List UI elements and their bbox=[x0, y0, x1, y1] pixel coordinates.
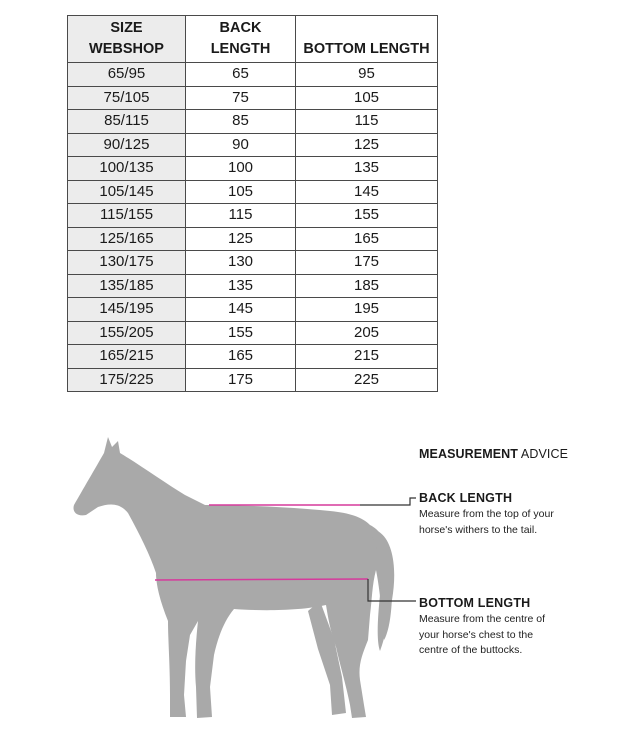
cell-back-length: 90 bbox=[186, 133, 296, 157]
cell-bottom-length: 165 bbox=[296, 227, 438, 251]
bottom-length-line bbox=[155, 579, 368, 580]
cell-back-length: 100 bbox=[186, 157, 296, 181]
cell-size-webshop: 65/95 bbox=[68, 63, 186, 87]
cell-bottom-length: 205 bbox=[296, 321, 438, 345]
cell-size-webshop: 155/205 bbox=[68, 321, 186, 345]
size-table-header bbox=[68, 16, 438, 63]
horse-silhouette-icon bbox=[74, 437, 395, 718]
cell-size-webshop: 85/115 bbox=[68, 110, 186, 134]
cell-bottom-length: 195 bbox=[296, 298, 438, 322]
table-row bbox=[68, 63, 438, 87]
cell-size-webshop: 90/125 bbox=[68, 133, 186, 157]
cell-bottom-length: 175 bbox=[296, 251, 438, 275]
table-row bbox=[68, 251, 438, 275]
bottom-length-title: BOTTOM LENGTH bbox=[419, 596, 531, 610]
header-back-length: BACK LENGTH bbox=[186, 16, 296, 63]
bottom-length-description: Measure from the centre of your horse's chest to the centre of the buttocks. bbox=[419, 613, 546, 656]
table-row bbox=[68, 227, 438, 251]
table-row bbox=[68, 274, 438, 298]
table-row bbox=[68, 180, 438, 204]
cell-back-length: 105 bbox=[186, 180, 296, 204]
cell-back-length: 85 bbox=[186, 110, 296, 134]
cell-bottom-length: 125 bbox=[296, 133, 438, 157]
horse-diagram bbox=[0, 425, 620, 750]
cell-size-webshop: 125/165 bbox=[68, 227, 186, 251]
cell-size-webshop: 115/155 bbox=[68, 204, 186, 228]
cell-back-length: 115 bbox=[186, 204, 296, 228]
cell-bottom-length: 155 bbox=[296, 204, 438, 228]
cell-bottom-length: 95 bbox=[296, 63, 438, 87]
cell-bottom-length: 105 bbox=[296, 86, 438, 110]
cell-size-webshop: 135/185 bbox=[68, 274, 186, 298]
cell-bottom-length: 215 bbox=[296, 345, 438, 369]
cell-size-webshop: 105/145 bbox=[68, 180, 186, 204]
back-length-leader bbox=[360, 498, 416, 505]
back-length-title: BACK LENGTH bbox=[419, 491, 513, 505]
table-row bbox=[68, 133, 438, 157]
cell-back-length: 145 bbox=[186, 298, 296, 322]
cell-bottom-length: 135 bbox=[296, 157, 438, 181]
header-size-webshop: SIZE WEBSHOP bbox=[68, 16, 186, 63]
measurement-advice-title: MEASUREMENT ADVICE bbox=[419, 447, 569, 461]
table-row bbox=[68, 157, 438, 181]
table-row bbox=[68, 345, 438, 369]
table-row bbox=[68, 204, 438, 228]
cell-size-webshop: 75/105 bbox=[68, 86, 186, 110]
header-bottom-length: BOTTOM LENGTH bbox=[296, 16, 438, 63]
cell-bottom-length: 145 bbox=[296, 180, 438, 204]
cell-back-length: 125 bbox=[186, 227, 296, 251]
cell-size-webshop: 130/175 bbox=[68, 251, 186, 275]
size-table bbox=[67, 15, 438, 392]
cell-back-length: 175 bbox=[186, 368, 296, 392]
cell-bottom-length: 185 bbox=[296, 274, 438, 298]
cell-size-webshop: 100/135 bbox=[68, 157, 186, 181]
cell-back-length: 155 bbox=[186, 321, 296, 345]
cell-back-length: 165 bbox=[186, 345, 296, 369]
cell-size-webshop: 175/225 bbox=[68, 368, 186, 392]
cell-size-webshop: 145/195 bbox=[68, 298, 186, 322]
table-row bbox=[68, 298, 438, 322]
cell-back-length: 65 bbox=[186, 63, 296, 87]
table-row bbox=[68, 110, 438, 134]
cell-size-webshop: 165/215 bbox=[68, 345, 186, 369]
cell-bottom-length: 115 bbox=[296, 110, 438, 134]
cell-back-length: 130 bbox=[186, 251, 296, 275]
size-table-body bbox=[68, 63, 438, 392]
back-length-description: Measure from the top of your horse's withers to the tail. bbox=[419, 508, 554, 536]
cell-back-length: 135 bbox=[186, 274, 296, 298]
cell-back-length: 75 bbox=[186, 86, 296, 110]
cell-bottom-length: 225 bbox=[296, 368, 438, 392]
table-row bbox=[68, 321, 438, 345]
table-row bbox=[68, 368, 438, 392]
table-row bbox=[68, 86, 438, 110]
